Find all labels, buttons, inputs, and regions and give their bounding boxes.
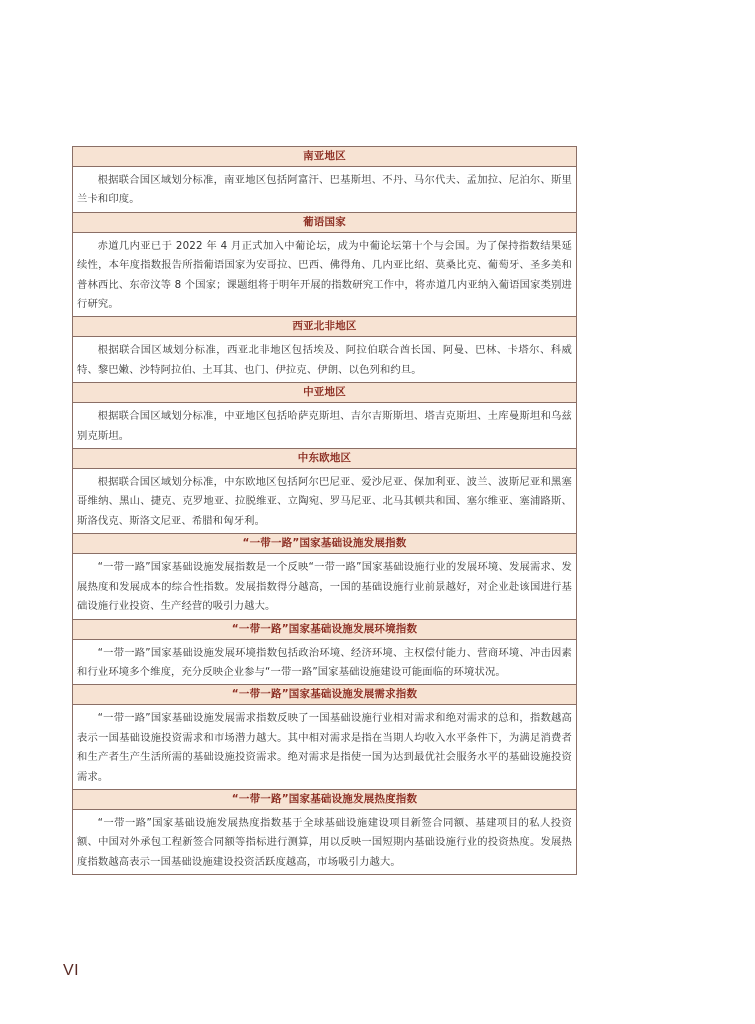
glossary-table xyxy=(72,146,577,875)
section-title: 西亚北非地区 xyxy=(73,317,576,337)
glossary-section-demand-index xyxy=(73,685,576,790)
section-title: “一带一路”国家基础设施发展环境指数 xyxy=(73,620,576,640)
section-body: 赤道几内亚已于 2022 年 4 月正式加入中葡论坛，成为中葡论坛第十个与会国。为了保持指数结果延续性，本年度指数报告所指葡语国家为安哥拉、巴西、佛得角、几内亚比绍、莫桑比克、葡萄牙、圣多美和普林西比、东帝汶等 8 个国家；课题组将于明年开展的指数研究工作中，将赤道几内亚纳入葡语国家类别进行研究。 xyxy=(77,239,572,311)
section-body: “一带一路”国家基础设施发展热度指数基于全球基础设施建设项目新签合同额、基建项目的私人投资额、中国对外承包工程新签合同额等指标进行测算，用以反映一国短期内基础设施行业的投资热度。发展热度指数越高表示一国基础设施建设投资活跃度越高，市场吸引力越大。 xyxy=(77,816,572,868)
section-title: “一带一路”国家基础设施发展热度指数 xyxy=(73,790,576,810)
section-body: “一带一路”国家基础设施发展需求指数反映了一国基础设施行业相对需求和绝对需求的总和，指数越高表示一国基础设施投资需求和市场潜力越大。其中相对需求是指在当期人均收入水平条件下，为满足消费者和生产者生产生活所需的基础设施投资需求。绝对需求是指使一国为达到最优社会服务水平的基础设施投资需求。 xyxy=(77,712,572,783)
page-number: VI xyxy=(63,962,80,979)
section-body: “一带一路”国家基础设施发展指数是一个反映“一带一路”国家基础设施行业的发展环境、发展需求、发展热度和发展成本的综合性指数。发展指数得分越高，一国的基础设施行业前景越好，对企业赴该国进行基础设施行业投资、生产经营的吸引力越大。 xyxy=(77,561,572,613)
section-title: “一带一路”国家基础设施发展指数 xyxy=(73,534,576,554)
section-body: 根据联合国区域划分标准，中东欧地区包括阿尔巴尼亚、爱沙尼亚、保加利亚、波兰、波斯尼亚和黑塞哥维纳、黑山、捷克、克罗地亚、拉脱维亚、立陶宛、罗马尼亚、北马其顿共和国、塞尔维亚、塞浦路斯、斯洛伐克、斯洛文尼亚、希腊和匈牙利。 xyxy=(77,476,572,527)
glossary-section-environment-index xyxy=(73,620,576,686)
section-body: 根据联合国区域划分标准，中亚地区包括哈萨克斯坦、吉尔吉斯斯坦、塔吉克斯坦、土库曼斯坦和乌兹别克斯坦。 xyxy=(77,410,572,442)
glossary-section-central-asia xyxy=(73,383,576,449)
glossary-section-central-eastern-europe xyxy=(73,449,576,534)
glossary-section-south-asia xyxy=(73,147,576,213)
glossary-section-west-asia-north-africa xyxy=(73,317,576,383)
glossary-section-lusophone xyxy=(73,213,576,318)
section-title: 南亚地区 xyxy=(73,147,576,167)
section-body: 根据联合国区域划分标准，西亚北非地区包括埃及、阿拉伯联合酋长国、阿曼、巴林、卡塔尔、科威特、黎巴嫩、沙特阿拉伯、土耳其、也门、伊拉克、伊朗、以色列和约旦。 xyxy=(77,344,572,376)
section-body: “一带一路”国家基础设施发展环境指数包括政治环境、经济环境、主权偿付能力、营商环境、冲击因素和行业环境多个维度，充分反映企业参与“一带一路”国家基础设施建设可能面临的环境状况。 xyxy=(77,646,572,678)
section-title: 中东欧地区 xyxy=(73,449,576,469)
section-body: 根据联合国区域划分标准，南亚地区包括阿富汗、巴基斯坦、不丹、马尔代夫、孟加拉、尼泊尔、斯里兰卡和印度。 xyxy=(77,174,572,206)
section-title: 葡语国家 xyxy=(73,213,576,233)
glossary-section-development-index xyxy=(73,534,576,619)
section-title: “一带一路”国家基础设施发展需求指数 xyxy=(73,685,576,705)
section-title: 中亚地区 xyxy=(73,383,576,403)
glossary-section-heat-index xyxy=(73,790,576,875)
